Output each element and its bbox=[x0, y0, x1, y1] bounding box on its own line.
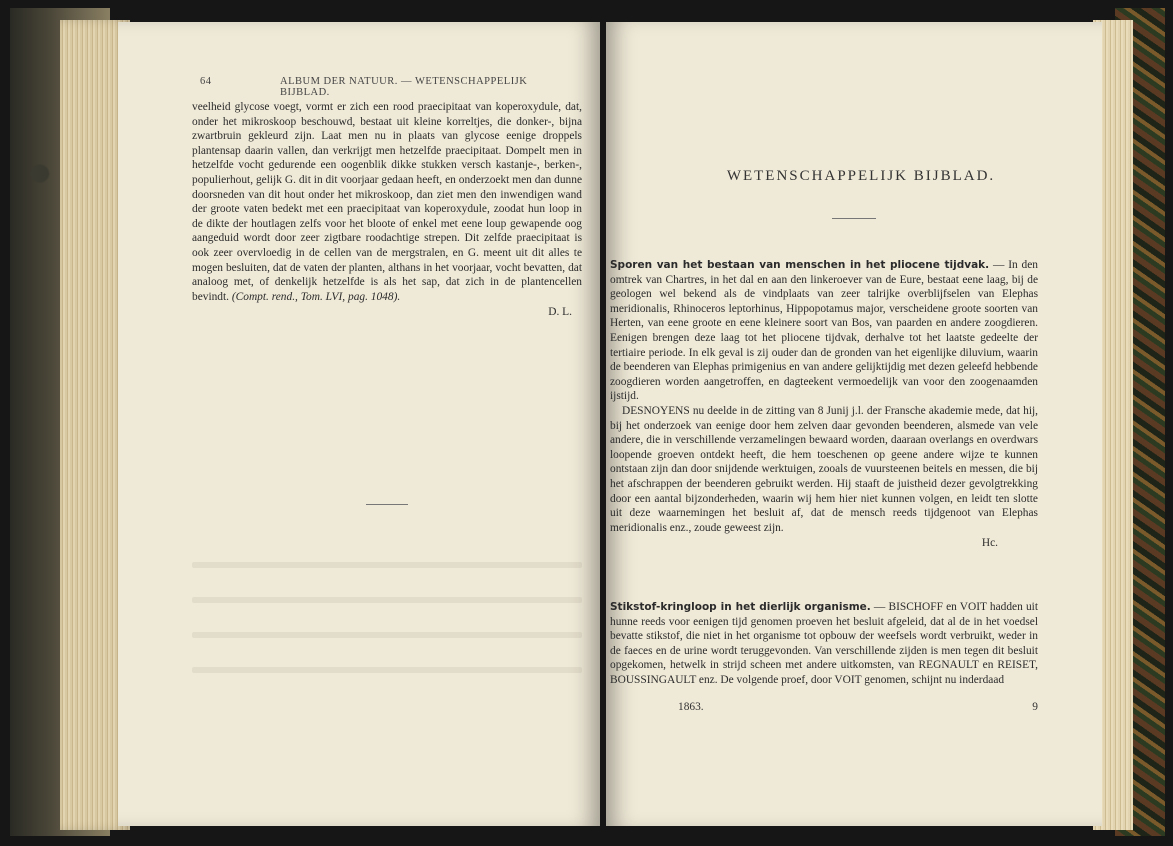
show-through-line bbox=[192, 667, 582, 673]
left-page-number: 64 bbox=[200, 76, 212, 87]
article-sporen-signature: Hc. bbox=[981, 537, 998, 550]
article-stikstof bbox=[610, 600, 1038, 688]
article-stikstof-heading: Stikstof-kringloop in het dierlijk organisme. bbox=[610, 601, 871, 613]
right-page bbox=[606, 22, 1102, 826]
left-running-title: ALBUM DER NATUUR. — WETENSCHAPPELIJK BIJBLAD. bbox=[280, 76, 528, 98]
left-page bbox=[118, 22, 600, 826]
article-sporen bbox=[610, 258, 1038, 551]
article-sporen-paragraph-2: DESNOYENS nu deelde in de zitting van 8 Junij j.l. der Fransche akademie mede, dat hij, bij het onderzoek van eenige door hem zelven daar gevonden beenderen, alsmede van vele andere, die in verschillende verzamelingen bewaard worden, daaraan overlangs en overdwars loopende groeven ontdekt heeft, die hem toeschenen op geene andere wijze te kunnen ontstaan zijn dan door snijdende werktuigen, zooals de vuursteenen beitels en messen, die bij het afschrappen der beenderen gebruikt werden. Hij staaft de juistheid dezer gevolgtrekking door een aantal bijzonderheden, waarin wij hem hier niet kunnen volgen, en leidt ten slotte uit deze waarnemingen het besluit af, dat de mensch reeds tijdgenoot van Elephas meridionalis enz., zoude geweest zijn. bbox=[610, 404, 1038, 534]
left-citation: (Compt. rend., Tom. LVI, pag. 1048). bbox=[231, 290, 401, 303]
show-through-line bbox=[192, 597, 582, 603]
left-divider-rule bbox=[366, 504, 408, 505]
left-body-text bbox=[192, 100, 582, 320]
footer-year: 1863. bbox=[678, 701, 704, 713]
footer-signature: 9 bbox=[1032, 701, 1038, 713]
show-through-line bbox=[192, 632, 582, 638]
article-sporen-paragraph-1: Sporen van het bestaan van menschen in het pliocene tijdvak. — In den omtrek van Chartres, in het dal en aan den linkeroever van de Eure, bestaat eene laag, bij de geologen wel bekend als de vindplaats van zeer talrijke overblijfselen van Elephas meridionalis, Rhinoceros leptorhinus, Hippopotamus major, verscheidene groote soorten van Herten, van eene groote en eene kleinere soort van Bos, van paarden en andere zoogdieren. Eenigen brengen deze laag tot het pliocene tijdvak, derhalve tot het laatste gedeelte der tertiaire periode. In elk geval is zij ouder dan de gronden van het eigenlijke diluvium, waarin de beenderen van Elephas primigenius en van andere gelijktijdig met dezen geleefd hebbende zoogdieren worden aangetroffen, en dagteekent vermoedelijk van voor den zoogenaamden ijstijd. bbox=[610, 259, 1038, 403]
left-paragraph: veelheid glycose voegt, vormt er zich een rood praecipitaat van koperoxydule, dat, onder het mikroskoop beschouwd, bestaat uit kleine korreltjes, die donker-, bijna zwartbruin gekleurd zijn. Laat men nu in plaats van glycose eenige droppels plantensap daarin vallen, dan verkrijgt men hetzelfde praecipitaat. Dompelt men in hetzelfde vocht gedurende een oogenblik dikke stukken versch kastanje-, berken-, populierhout, gelijk G. dit in dit voorjaar gedaan heeft, en onderzoekt men dan dunne doorsneden van dit hout onder het mikroskoop, dan ziet men den inwendigen wand der groote vaten bedekt met een praecipitaat van koperoxydule, zoodat hun loop in de dikte der houtlagen zelfs voor het bloote of enkel met eene loup gewapende oog aangeduid wordt door zeer zigtbare roodachtige strepen. Dit zelfde praecipitaat is ook zeer overvloedig in de cellen van de mergstralen, en G. meent uit dit alles te mogen besluiten, dat de vaten der planten, althans in het voorjaar, vocht bevatten, dat analoog met, of denkelijk hetzelfde is als het sap, dat zich in de plantencellen bevindt. (Compt. rend., Tom. LVI, pag. 1048). bbox=[192, 101, 582, 303]
article-sporen-heading: Sporen van het bestaan van menschen in het pliocene tijdvak. bbox=[610, 259, 990, 271]
left-signature: D. L. bbox=[548, 306, 572, 319]
article-stikstof-paragraph: Stikstof-kringloop in het dierlijk organisme. — BISCHOFF en VOIT hadden uit hunne reeds voor eenigen tijd genomen proeven het besluit afgeleid, dat al de in het voedsel bevatte stikstof, die niet in het organisme tot opbouw der weefsels wordt verbruikt, weder in de faeces en de urine wordt teruggevonden. Van verschillende zijden is men tegen dit besluit opgekomen, hetwelk in strijd scheen met andere uitkomsten, van REGNAULT en REISET, BOUSSINGAULT enz. De volgende proef, door VOIT genomen, schijnt nu inderdaad bbox=[610, 601, 1038, 686]
section-title: WETENSCHAPPELIJK BIJBLAD. bbox=[726, 168, 996, 184]
right-divider-rule bbox=[832, 218, 876, 219]
show-through-line bbox=[192, 562, 582, 568]
right-page-footer bbox=[678, 701, 1038, 713]
